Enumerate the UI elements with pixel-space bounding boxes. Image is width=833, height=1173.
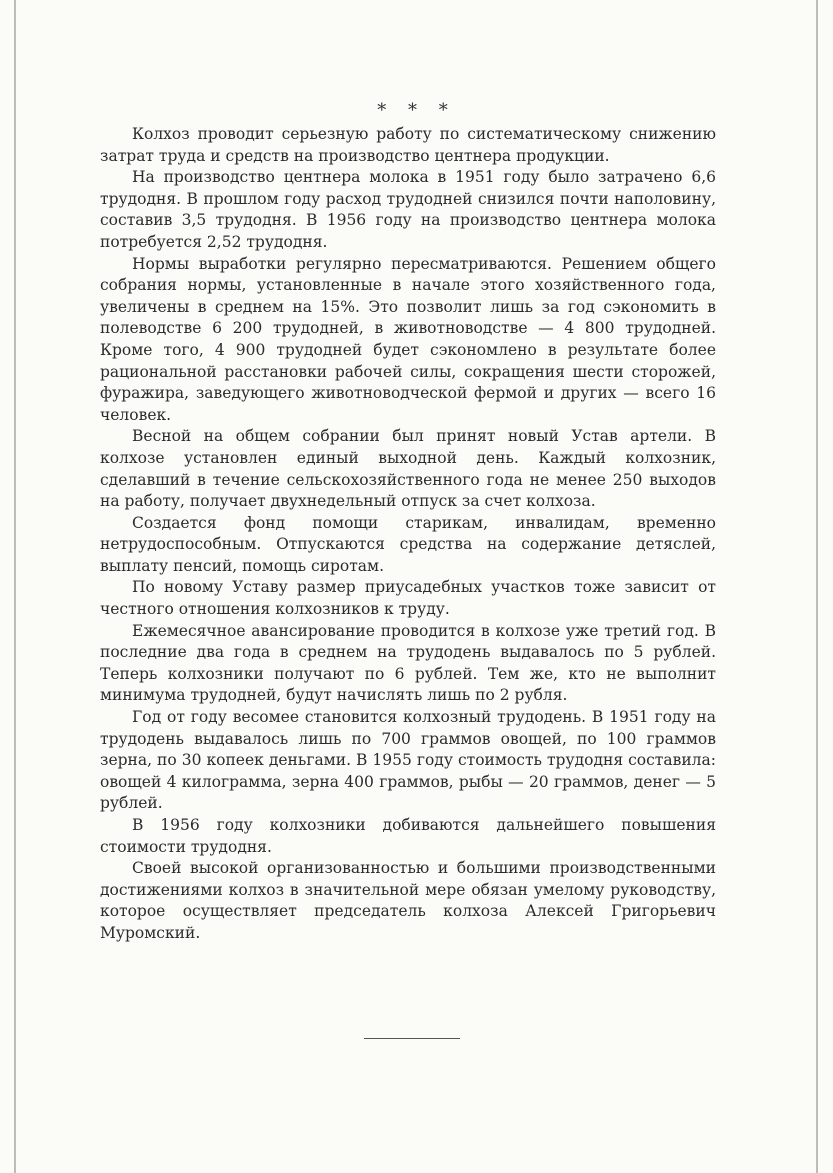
- body-text: [100, 124, 716, 945]
- paragraph: Своей высокой организованностью и большими производственными достижениями колхоз в значительной мере обязан умелому руководству, которое осуществляет председатель колхоза Алексей Григорьевич Муромский.: [100, 859, 716, 942]
- paragraph: В 1956 году колхозники добиваются дальнейшего повышения стоимости трудодня.: [100, 816, 716, 856]
- page-edge-left: [14, 0, 16, 1173]
- paragraph: На производство центнера молока в 1951 году было затрачено 6,6 трудодня. В прошлом году расход трудодней снизился почти наполовину, составив 3,5 трудодня. В 1956 году на производство центнера молока потребуется 2,52 трудодня.: [100, 168, 716, 251]
- paragraph: Весной на общем собрании был принят новый Устав артели. В колхозе установлен единый выходной день. Каждый колхозник, сделавший в течение сельскохозяйственного года не менее 250 выходов на работу, получает двухнедельный отпуск за счет колхоза.: [100, 427, 716, 511]
- paragraph: По новому Уставу размер приусадебных участков тоже зависит от честного отношения колхозников к труду.: [100, 578, 716, 619]
- paragraph: Колхоз проводит серьезную работу по систематическому снижению затрат труда и средств на производство центнера продукции.: [100, 125, 716, 165]
- paragraph: Создается фонд помощи старикам, инвалидам, временно нетрудоспособным. Отпускаются средства на содержание детяслей, выплату пенсий, помощь сиротам.: [100, 513, 716, 575]
- end-rule: [364, 1038, 460, 1039]
- section-divider-stars: * * *: [377, 100, 456, 121]
- page-edge-right: [816, 0, 818, 1173]
- paragraph: Нормы выработки регулярно пересматриваются. Решением общего собрания нормы, установленные в начале этого хозяйственного года, увеличены в среднем на 15%. Это позволит лишь за год сэкономить в полеводстве 6 200 трудодней, в животноводстве — 4 800 трудодней. Кроме того, 4 900 трудодней будет сэкономлено в результате более рациональной расстановки рабочей силы, сокращения шести сторожей, фуражира, заведующего животноводческой фермой и других — всего 16 человек.: [100, 254, 716, 424]
- paragraph: Ежемесячное авансирование проводится в колхозе уже третий год. В последние два года в среднем на трудодень выдавалось по 5 рублей. Теперь колхозники получают по 6 рублей. Тем же, кто не выполнит минимума трудодней, будут начислять лишь по 2 рубля.: [100, 621, 716, 705]
- paragraph: Год от году весомее становится колхозный трудодень. В 1951 году на трудодень выдавалось лишь по 700 граммов овощей, по 100 граммов зерна, по 30 копеек деньгами. В 1955 году стоимость трудодня составила: овощей 4 килограмма, зерна 400 граммов, рыбы — 20 граммов, денег — 5 рублей.: [100, 708, 716, 813]
